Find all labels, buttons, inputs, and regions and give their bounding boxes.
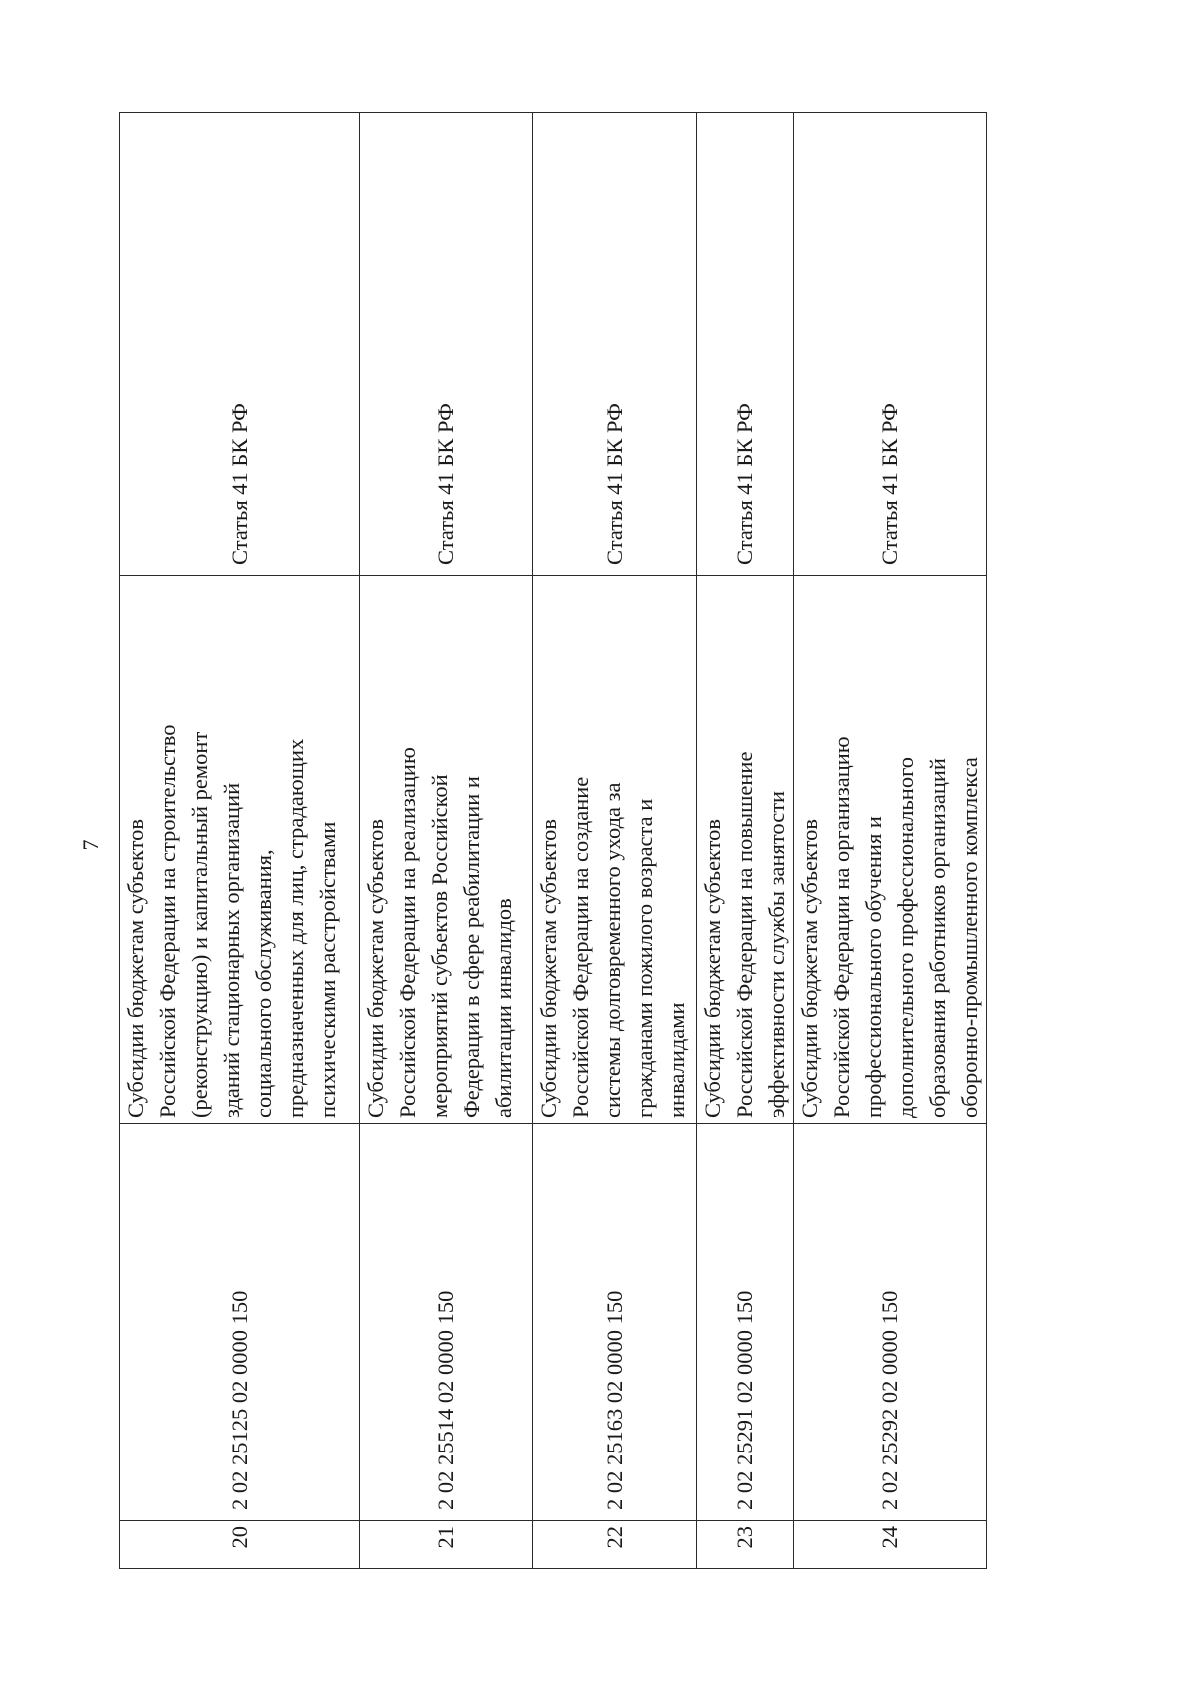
legal-basis: Статья 41 БК РФ bbox=[533, 113, 697, 576]
row-number: 22 bbox=[533, 1521, 697, 1569]
income-name-line: эффективности службы занятости bbox=[764, 790, 789, 1118]
income-name bbox=[360, 576, 533, 1124]
table-row bbox=[794, 113, 987, 1569]
table-row bbox=[120, 113, 360, 1569]
income-name-line: дополнительного профессионального bbox=[893, 757, 918, 1118]
income-name-line: (реконструкцию) и капитальный ремонт bbox=[187, 731, 212, 1118]
budget-code: 2 02 25514 02 0000 150 bbox=[360, 1124, 533, 1521]
income-name-line: Российской Федерации на организацию bbox=[829, 736, 854, 1118]
income-name-line: профессионального обучения и bbox=[861, 816, 886, 1118]
income-name-line: образования работников организаций bbox=[925, 758, 950, 1118]
budget-code: 2 02 25292 02 0000 150 bbox=[794, 1124, 987, 1521]
page-number: 7 bbox=[78, 839, 103, 851]
budget-code: 2 02 25163 02 0000 150 bbox=[533, 1124, 697, 1521]
income-name-line: Российской Федерации на строительство bbox=[155, 724, 180, 1118]
income-name-line: гражданами пожилого возраста и bbox=[632, 798, 657, 1118]
income-name-line: Российской Федерации на создание bbox=[568, 776, 593, 1118]
income-name-line: Субсидии бюджетам субъектов bbox=[536, 819, 561, 1118]
income-name-line: Субсидии бюджетам субъектов bbox=[797, 819, 822, 1118]
income-name bbox=[533, 576, 697, 1124]
row-number: 24 bbox=[794, 1521, 987, 1569]
income-name-line: Субсидии бюджетам субъектов bbox=[123, 819, 148, 1118]
income-name-line: мероприятий субъектов Российской bbox=[427, 774, 452, 1118]
income-name-line: системы долговременного ухода за bbox=[600, 782, 625, 1118]
income-name-line: предназначенных для лиц, страдающих bbox=[283, 738, 308, 1118]
income-name-line: абилитации инвалидов bbox=[491, 898, 516, 1118]
income-name-line: оборонно-промышленного комплекса bbox=[957, 757, 982, 1118]
table-row bbox=[360, 113, 533, 1569]
income-name-line: психическими расстройствами bbox=[315, 821, 340, 1118]
budget-code: 2 02 25291 02 0000 150 bbox=[697, 1124, 794, 1521]
income-name bbox=[794, 576, 987, 1124]
table-row bbox=[697, 113, 794, 1569]
legal-basis: Статья 41 БК РФ bbox=[794, 113, 987, 576]
income-name-line: Российской Федерации на повышение bbox=[732, 751, 757, 1118]
row-number: 21 bbox=[360, 1521, 533, 1569]
rotated-table-wrapper bbox=[119, 113, 981, 1569]
row-number: 23 bbox=[697, 1521, 794, 1569]
income-name-line: Российской Федерации на реализацию bbox=[395, 747, 420, 1118]
table-row bbox=[533, 113, 697, 1569]
budget-code: 2 02 25125 02 0000 150 bbox=[120, 1124, 360, 1521]
legal-basis: Статья 41 БК РФ bbox=[697, 113, 794, 576]
income-name-line: инвалидами bbox=[664, 1002, 689, 1118]
legal-basis: Статья 41 БК РФ bbox=[120, 113, 360, 576]
income-name-line: Субсидии бюджетам субъектов bbox=[363, 819, 388, 1118]
legal-basis: Статья 41 БК РФ bbox=[360, 113, 533, 576]
income-name bbox=[697, 576, 794, 1124]
row-number: 20 bbox=[120, 1521, 360, 1569]
income-name-line: Субсидии бюджетам субъектов bbox=[700, 819, 725, 1118]
income-name-line: Федерации в сфере реабилитации и bbox=[459, 776, 484, 1118]
budget-income-table bbox=[119, 112, 987, 1569]
income-name-line: социального обслуживания, bbox=[251, 849, 276, 1118]
income-name-line: зданий стационарных организаций bbox=[219, 782, 244, 1118]
income-name bbox=[120, 576, 360, 1124]
